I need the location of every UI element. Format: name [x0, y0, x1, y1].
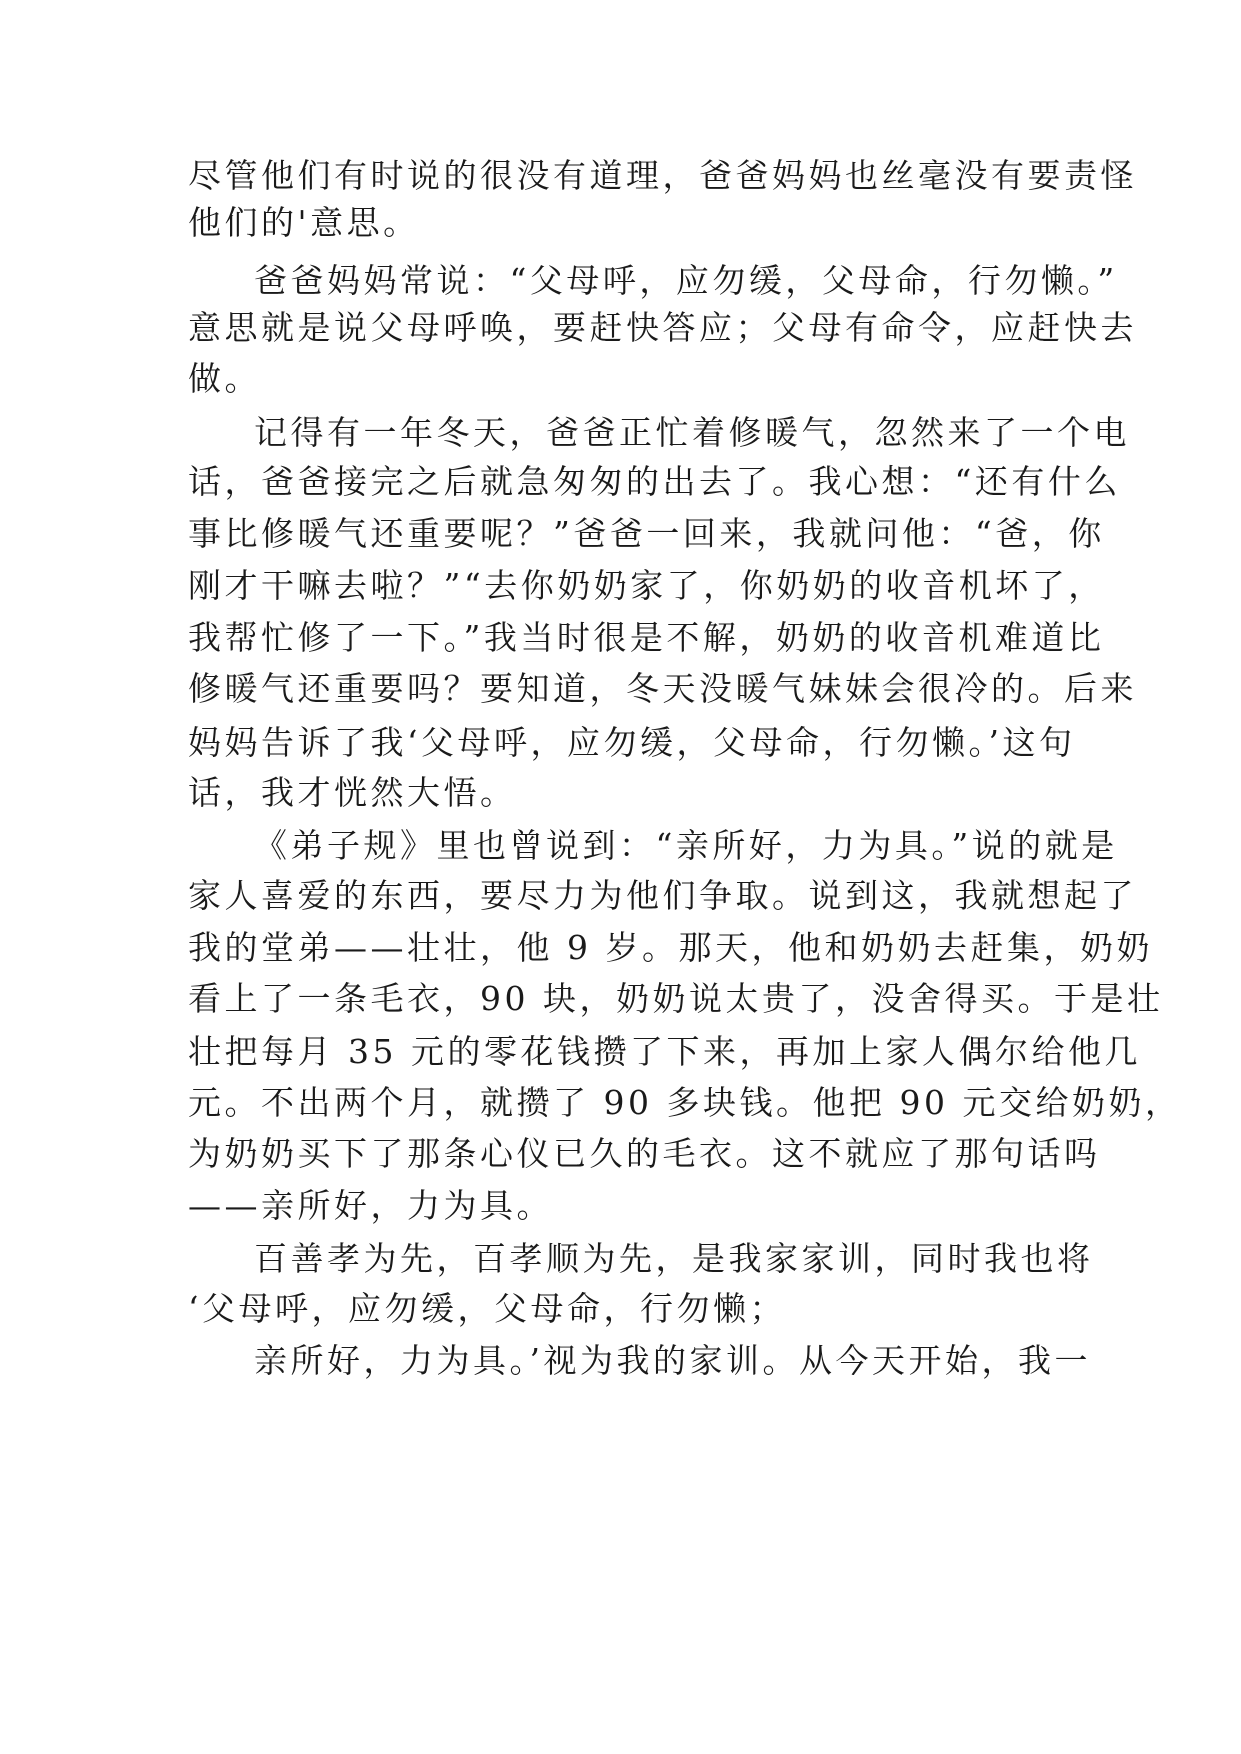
text-line: ——亲所好，力为具。: [188, 1186, 553, 1225]
text-line: 我的堂弟——壮壮，他 9 岁。那天，他和奶奶去赶集，奶奶: [188, 928, 1153, 967]
text-line: 妈妈告诉了我‘父母呼，应勿缓，父母命，行勿懒。’这句: [188, 723, 1076, 762]
text-line: 意思就是说父母呼唤，要赶快答应；父母有命令，应赶快去: [188, 308, 1137, 347]
text-line: 做。: [188, 359, 261, 398]
text-line: 亲所好，力为具。’视为我的家训。从今天开始，我一: [254, 1341, 1091, 1380]
text-line: 他们的'意思。: [188, 203, 420, 242]
text-line: 事比修暖气还重要呢？”爸爸一回来，我就问他：“爸，你: [188, 514, 1105, 553]
text-line: 刚才干嘛去啦？”“去你奶奶家了，你奶奶的收音机坏了，: [188, 566, 1105, 605]
text-line: ‘父母呼，应勿缓，父母命，行勿懒；: [188, 1289, 786, 1328]
text-line: 话，爸爸接完之后就急匆匆的出去了。我心想：“还有什么: [188, 462, 1121, 501]
text-line: 《弟子规》里也曾说到：“亲所好，力为具。”说的就是: [254, 826, 1118, 865]
text-line: 爸爸妈妈常说：“父母呼，应勿缓，父母命，行勿懒。”: [254, 261, 1118, 300]
text-line: 家人喜爱的东西，要尽力为他们争取。说到这，我就想起了: [188, 876, 1137, 915]
text-line: 我帮忙修了一下。”我当时很是不解，奶奶的收音机难道比: [188, 618, 1105, 657]
text-line: 元。不出两个月，就攒了 90 多块钱。他把 90 元交给奶奶，: [188, 1083, 1182, 1122]
text-line: 尽管他们有时说的很没有道理，爸爸妈妈也丝毫没有要责怪: [188, 156, 1137, 195]
text-line: 为奶奶买下了那条心仪已久的毛衣。这不就应了那句话吗: [188, 1134, 1101, 1173]
text-line: 话，我才恍然大悟。: [188, 773, 517, 812]
text-line: 看上了一条毛衣，90 块，奶奶说太贵了，没舍得买。于是壮: [188, 979, 1164, 1018]
text-line: 修暖气还重要吗？要知道，冬天没暖气妹妹会很冷的。后来: [188, 669, 1137, 708]
text-line: 百善孝为先，百孝顺为先，是我家家训，同时我也将: [254, 1239, 1094, 1278]
text-line: 壮把每月 35 元的零花钱攒了下来，再加上家人偶尔给他几: [188, 1032, 1141, 1071]
text-line: 记得有一年冬天，爸爸正忙着修暖气，忽然来了一个电: [254, 413, 1130, 452]
